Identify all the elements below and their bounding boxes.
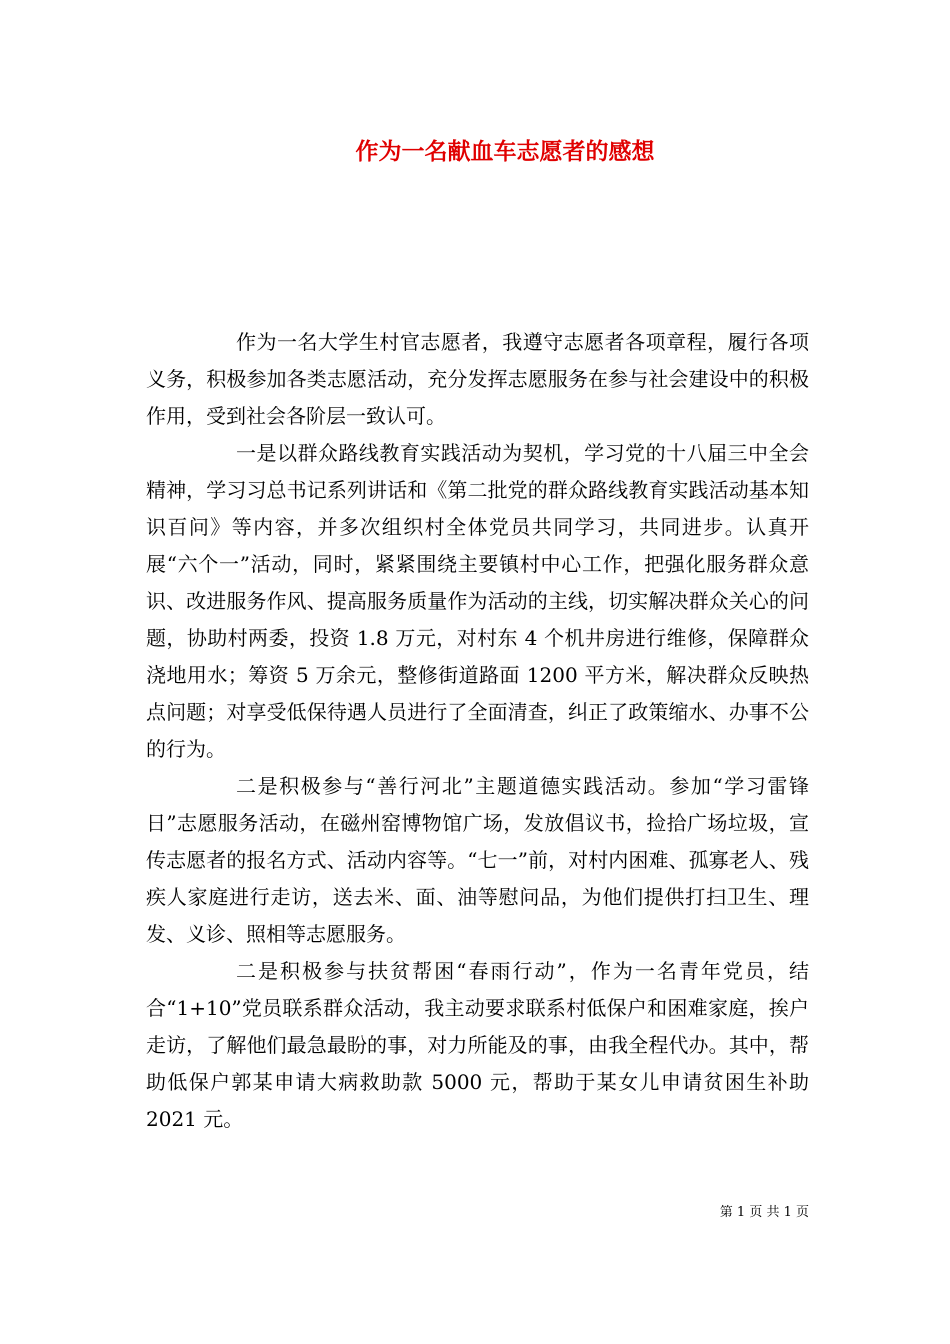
page-number-footer: 第 1 页 共 1 页 — [719, 1205, 809, 1220]
paragraph-mass-line: 一是以群众路线教育实践活动为契机，学习党的十八届三中全会精神，学习习总书记系列讲话和《第二批党的群众路线教育实践活动基本知识百问》等内容，并多次组织村全体党员共同学习，共同进步。认真开展“六个一”活动，同时，紧紧围绕主要镇村中心工作，把强化服务群众意识、改进服务作风、提高服务质量作为活动的主线，切实解决群众关心的问题，协助村两委，投资 1.8 万元，对村东 4 个机井房进行维修，保障群众浇地用水；筹资 5 万余元，整修街道路面 1200 平方米，解决群众反映热点问题；对享受低保待遇人员进行了全面清查，纠正了政策缩水、办事不公的行为。 — [146, 441, 809, 761]
document-body — [146, 324, 809, 1138]
paragraph-poverty-relief: 二是积极参与扶贫帮困“春雨行动”，作为一名青年党员，结合“1+10”党员联系群众活动，我主动要求联系村低保户和困难家庭，挨户走访，了解他们最急最盼的事，对力所能及的事，由我全程代办。其中，帮助低保户郭某申请大病救助款 5000 元，帮助于某女儿申请贫困生补助 2021 元。 — [146, 959, 809, 1131]
document-title: 作为一名献血车志愿者的感想 — [355, 138, 655, 165]
paragraph-intro: 作为一名大学生村官志愿者，我遵守志愿者各项章程，履行各项义务，积极参加各类志愿活动，充分发挥志愿服务在参与社会建设中的积极作用，受到社会各阶层一致认可。 — [146, 330, 809, 428]
paragraph-moral-practice: 二是积极参与“善行河北”主题道德实践活动。参加“学习雷锋日”志愿服务活动，在磁州窑博物馆广场，发放倡议书，捡拾广场垃圾，宣传志愿者的报名方式、活动内容等。“七一”前，对村内困难、孤寡老人、残疾人家庭进行走访，送去米、面、油等慰问品，为他们提供打扫卫生、理发、义诊、照相等志愿服务。 — [146, 774, 809, 946]
